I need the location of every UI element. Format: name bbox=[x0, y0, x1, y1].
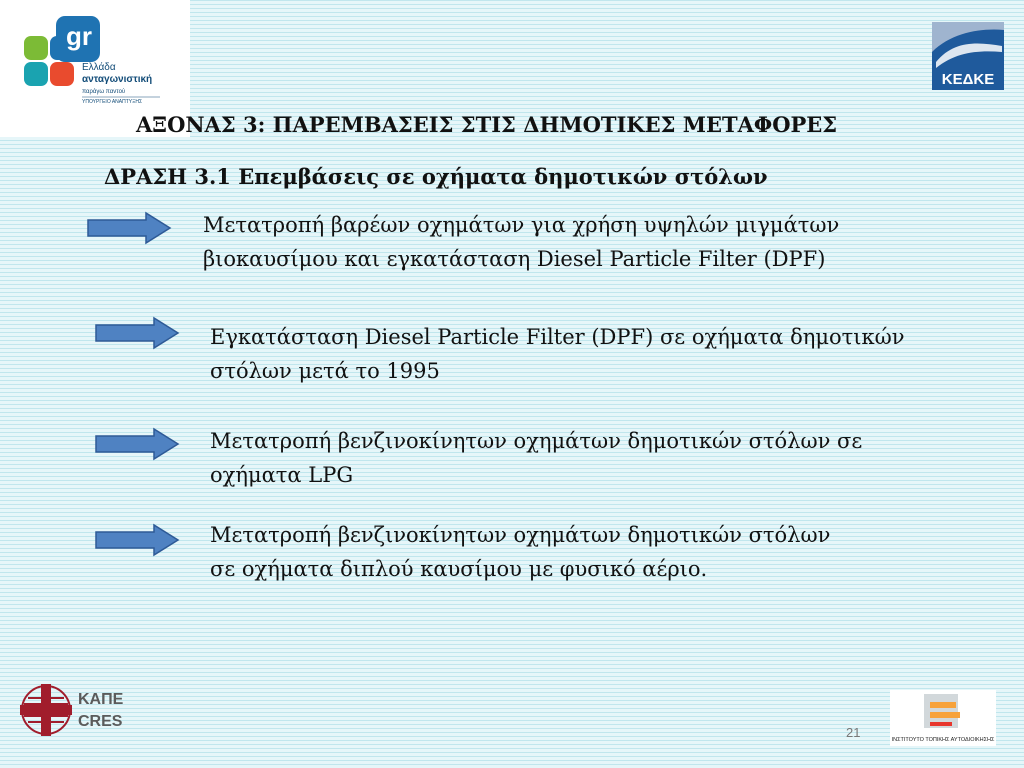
arrow-right-icon bbox=[94, 427, 180, 461]
list-item-line: οχήματα LPG bbox=[210, 463, 354, 487]
slide-title: ΑΞΟΝΑΣ 3: ΠΑΡΕΜΒΑΣΕΙΣ ΣΤΙΣ ΔΗΜΟΤΙΚΕΣ ΜΕΤΑΦΟΡΕΣ bbox=[136, 112, 838, 137]
arrow-right-icon bbox=[86, 211, 172, 245]
list-item bbox=[210, 424, 862, 492]
page-number: 21 bbox=[846, 725, 861, 740]
svg-text:ΚΑΠΕ: ΚΑΠΕ bbox=[78, 691, 124, 708]
section-subtitle: ΔΡΑΣΗ 3.1 Επεμβάσεις σε οχήματα δημοτικών στόλων bbox=[104, 164, 768, 189]
list-item-line: Μετατροπή βενζινοκίνητων οχημάτων δημοτικών στόλων bbox=[210, 523, 831, 547]
list-item-line: σε οχήματα διπλού καυσίμου με φυσικό αέριο. bbox=[210, 557, 708, 581]
arrow-right-icon bbox=[94, 316, 180, 350]
kedke-logo bbox=[932, 22, 1004, 90]
list-item bbox=[203, 208, 839, 276]
list-item bbox=[210, 518, 830, 586]
list-item bbox=[210, 320, 904, 388]
svg-text:gr: gr bbox=[66, 21, 92, 51]
list-item-line: στόλων μετά το 1995 bbox=[210, 359, 440, 383]
svg-text:Ελλάδα: Ελλάδα bbox=[82, 62, 116, 73]
list-item-line: Μετατροπή βαρέων οχημάτων για χρήση υψηλών μιγμάτων bbox=[203, 213, 840, 237]
local-government-institute-logo bbox=[890, 690, 996, 746]
cres-logo bbox=[18, 672, 128, 748]
list-item-line: Εγκατάσταση Diesel Particle Filter (DPF) σε οχήματα δημοτικών bbox=[210, 325, 905, 349]
svg-text:ΥΠΟΥΡΓΕΙΟ ΑΝΑΠΤΥΞΗΣ: ΥΠΟΥΡΓΕΙΟ ΑΝΑΠΤΥΞΗΣ bbox=[82, 99, 143, 105]
svg-text:ανταγωνιστική: ανταγωνιστική bbox=[82, 74, 153, 85]
list-item-line: Μετατροπή βενζινοκίνητων οχημάτων δημοτικών στόλων σε bbox=[210, 429, 863, 453]
list-item-line: βιοκαυσίμου και εγκατάσταση Diesel Particle Filter (DPF) bbox=[203, 247, 826, 271]
svg-text:παράγω παντού: παράγω παντού bbox=[82, 89, 126, 95]
svg-text:ΙΝΣΤΙΤΟΥΤΟ ΤΟΠΙΚΗΣ ΑΥΤΟΔΙΟΙΚΗΣ: ΙΝΣΤΙΤΟΥΤΟ ΤΟΠΙΚΗΣ ΑΥΤΟΔΙΟΙΚΗΣΗΣ bbox=[891, 737, 995, 743]
arrow-right-icon bbox=[94, 523, 180, 557]
svg-text:CRES: CRES bbox=[78, 713, 123, 730]
svg-text:ΚΕΔΚΕ: ΚΕΔΚΕ bbox=[941, 71, 995, 88]
